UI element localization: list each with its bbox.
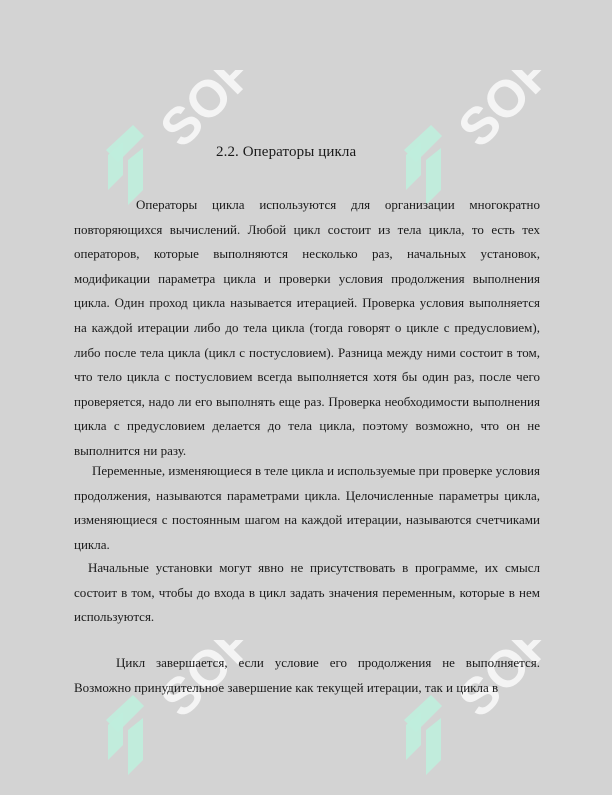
svg-text:SOFF: SOFF [149,640,248,729]
paragraph-loop-termination: Цикл завершается, если условие его продолжения не выполняется. Возможно принудительное завершение как текущей итерации, так и цикла в [74,655,540,695]
paragraph-loop-parameters: Переменные, изменяющиеся в теле цикла и используемые при проверке условия продолжения, называются параметрами цикла. Целочисленные параметры цикла, изменяющиеся с постоянным шагом на каждой итерации, называются счетчиками цикла. [74,463,540,552]
svg-text:SOFF: SOFF [447,70,546,159]
paragraph-initial-settings: Начальные установки могут явно не присутствовать в программе, их смысл состоит в том, чтобы до входа в цикл задать значения переменным, которые в нем используются. [74,560,540,625]
svg-text:SOFF: SOFF [149,70,248,159]
svg-text:SOFF: SOFF [447,640,546,729]
section-heading: 2.2. Операторы цикла [216,144,357,160]
paragraph-loop-operators: Операторы цикла используются для организации многократно повторяющихся вычислений. Любой цикл состоит из тела цикла, то есть тех операторов, которые выполняются несколько раз, начальных установок, модификации параметра цикла и проверки условия продолжения выполнения цикла. Один проход цикла называется итерацией. Проверка условия выполняется на каждой итерации либо до тела цикла (тогда говорят о цикле с предусловием), либо после тела цикла (цикл с постусловием). Разница между ними состоит в том, что тело цикла с постусловием всегда выполняется хотя бы один раз, после чего проверяется, надо ли его выполнять еще раз. Проверка необходимости выполнения цикла с предусловием делается до тела цикла, поэтому возможно, что он не выполнится ни разу. [74,197,540,458]
